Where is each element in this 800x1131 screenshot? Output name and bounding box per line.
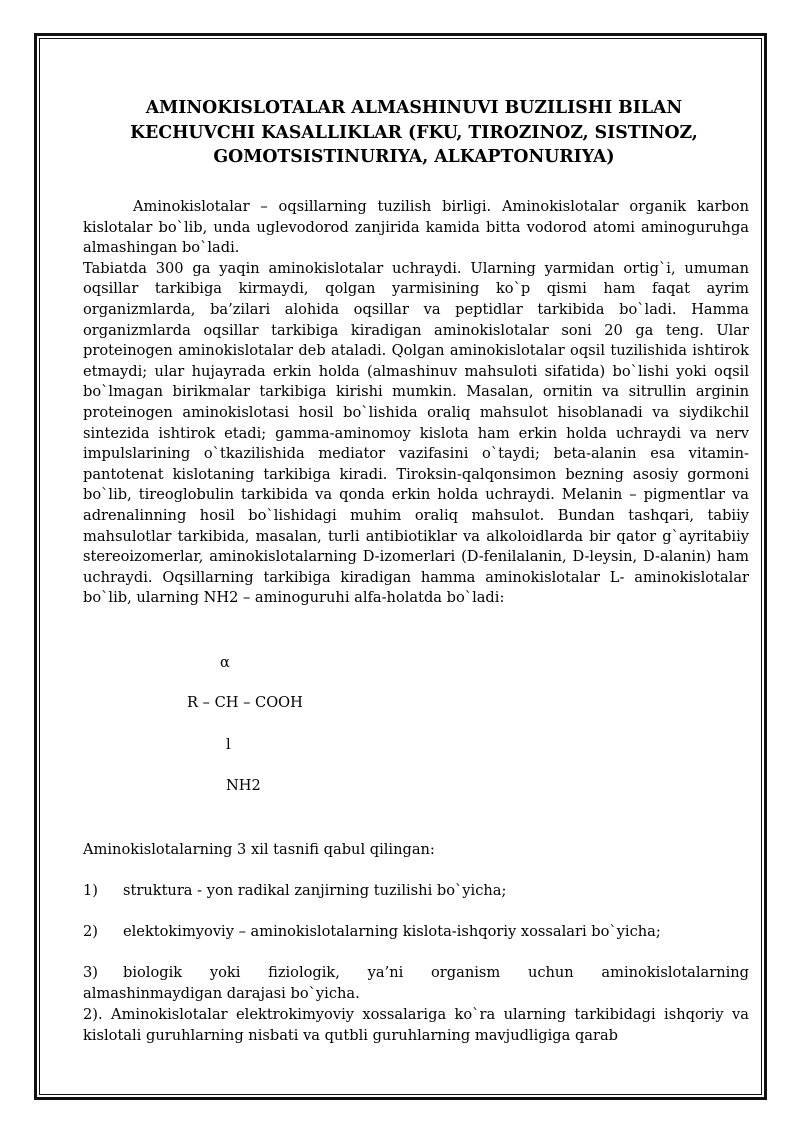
paragraph-closing: 2). Aminokislotalar elektrokimyoviy xossalariga ko`ra ularning tarkibidagi ishqoriy va kislotali guruhlarning nisbati va qutbli guruhlarning mavjudligiga qarab <box>83 1006 749 1044</box>
paragraph-intro: Aminokislotalar – oqsillarning tuzilish birligi. Aminokislotalar organik karbon kislotalar bo`lib, unda uglevodorod zanjirida kamida bitta vodorod atomi aminoguruhga almashingan bo`ladi. <box>83 198 749 257</box>
formula-bond: l <box>226 736 231 753</box>
list-item <box>83 963 749 1004</box>
list-item <box>83 922 749 943</box>
list-item-number: 1) <box>83 882 98 899</box>
paragraph-main: Tabiatda 300 ga yaqin aminokislotalar uchraydi. Ularning yarmidan ortig`i, umuman oqsillar tarkibiga kirmaydi, qolgan yarmisining ko`p qismi ham faqat ayrim organizmlarda, ba’zilari alohida oqsillar va peptidlar tarkibida bo`ladi. Hamma organizmlarda oqsillar tarkibiga kiradigan aminokislotalar soni 20 ga teng. Ular proteinogen aminokislotalar deb ataladi. Qolgan aminokislotalar oqsil tuzilishida ishtirok etmaydi; ular hujayrada erkin holda (almashinuv mahsuloti sifatida) bo`lishi yoki oqsil bo`lmagan birikmalar tarkibiga kirishi mumkin. Masalan, ornitin va sitrullin arginin proteinogen aminokislotasi hosil bo`lishida oraliq mahsulot hisoblanadi va siydikchil sintezida ishtirok etadi; gamma-aminomoy kislota ham erkin holda uchraydi va nerv impulslarining o`tkazilishida mediator vazifasini o`taydi; beta-alanin esa vitamin-pantotenat kislotaning tarkibiga kiradi. Tiroksin-qalqonsimon bezning asosiy gormoni bo`lib, tireoglobulin tarkibida va qonda erkin holda uchraydi. Melanin – pigmentlar va adrenalinning hosil bo`lishidagi muhim oraliq mahsulot. Bundan tashqari, tabiiy mahsulotlar tarkibida, masalan, turli antibiotiklar va alkoloidlarda bir qator g`ayritabiiy stereoizomerlar, aminokislotalarning D-izomerlari (D-fenilalanin, D-leysin, D-alanin) ham uchraydi. Oqsillarning tarkibiga kiradigan hamma aminokislotalar L- aminokislotalar bo`lib, ularning NH2 – aminoguruhi alfa-holatda bo`ladi: <box>83 259 749 607</box>
list-item <box>83 881 749 902</box>
list-item-text: elektokimyoviy – aminokislotalarning kislota-ishqoriy xossalari bo`yicha; <box>123 923 661 940</box>
formula-group: NH2 <box>226 777 261 794</box>
list-item-number: 2) <box>83 923 98 940</box>
classification-intro: Aminokislotalarning 3 xil tasnifi qabul qilingan: <box>83 841 435 858</box>
formula-main: R – CH – COOH <box>187 694 303 711</box>
list-item-number: 3) <box>83 964 98 981</box>
document-title: AMINOKISLOTALAR ALMASHINUVI BUZILISHI BILAN KECHUVCHI KASALLIKLAR (FKU, TIROZINOZ, SISTINOZ, GOMOTSISTINURIYA, ALKAPTONURIYA) <box>130 98 698 167</box>
list-item-text: struktura - yon radikal zanjirning tuzilishi bo`yicha; <box>123 882 507 899</box>
list-item-text: biologik yoki fiziologik, ya’ni organism uchun aminokislotalarning almashinmaydigan darajasi bo`yicha. <box>83 964 749 1002</box>
formula-alpha: α <box>220 654 230 671</box>
document-body <box>83 197 749 609</box>
